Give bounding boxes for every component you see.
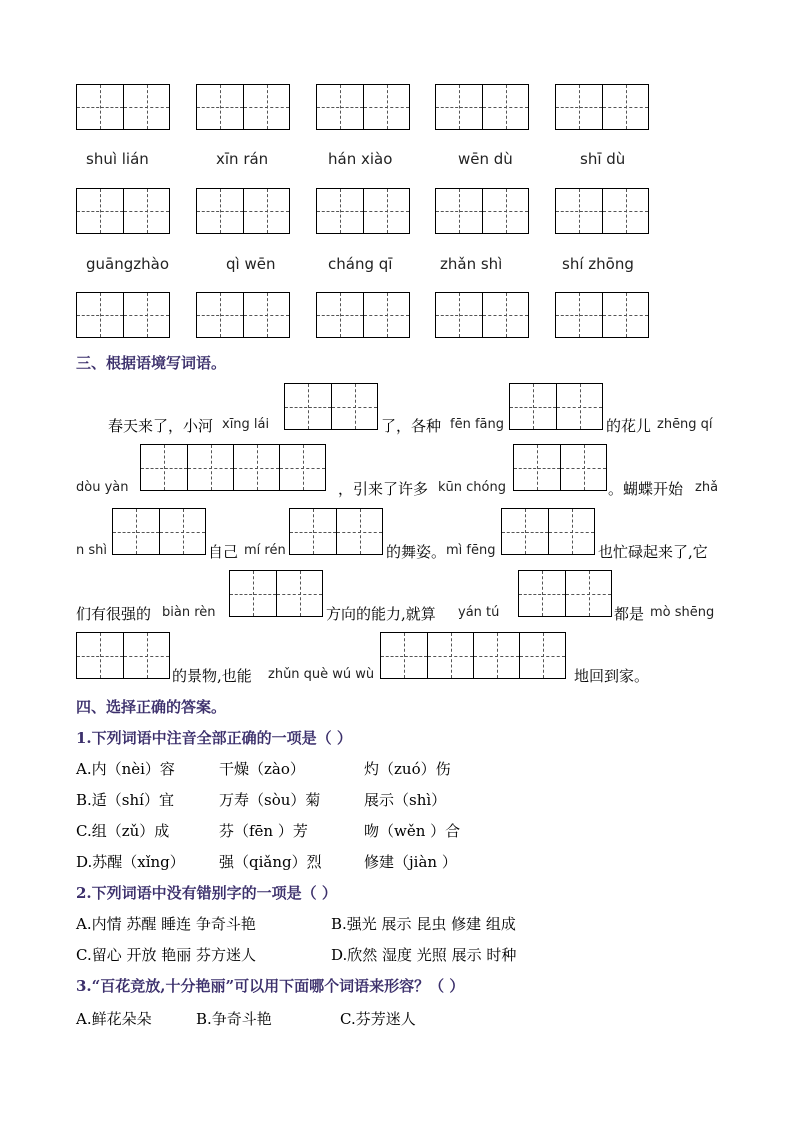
char-grid[interactable] <box>316 292 410 338</box>
question-2-title: 2.下列词语中没有错别字的一项是（ ） <box>76 884 337 902</box>
option-text[interactable]: B.争奇斗艳 <box>196 1010 272 1028</box>
option-text[interactable]: D.欣然 湿度 光照 展示 时种 <box>331 946 517 964</box>
question-1-title: 1.下列词语中注音全部正确的一项是（ ） <box>76 729 352 747</box>
char-grid[interactable] <box>555 188 649 234</box>
inline-pinyin: mí rén <box>244 543 286 558</box>
inline-pinyin: yán tú <box>458 605 500 620</box>
char-grid[interactable] <box>435 188 529 234</box>
char-grid[interactable] <box>316 84 410 130</box>
option-text[interactable]: 灼（zuó）伤 <box>364 760 451 778</box>
option-text[interactable]: B.强光 展示 昆虫 修建 组成 <box>331 915 516 933</box>
option-text[interactable]: A.内情 苏醒 睡连 争奇斗艳 <box>76 915 256 933</box>
char-grid[interactable] <box>196 188 290 234</box>
pinyin-label: guāngzhào <box>86 255 169 273</box>
inline-pinyin: biàn rèn <box>162 605 216 620</box>
option-text[interactable]: A.内（nèi）容 <box>76 760 175 778</box>
text-fragment: 的舞姿。 <box>386 543 447 561</box>
pinyin-label: shuì lián <box>86 150 149 168</box>
text-fragment: 的景物,也能 <box>172 667 252 685</box>
option-text[interactable]: 吻（wěn ）合 <box>364 822 461 840</box>
char-grid[interactable] <box>76 188 170 234</box>
inline-pinyin: zhǔn què wú wù <box>268 667 375 682</box>
option-text[interactable]: 强（qiǎng）烈 <box>219 853 322 871</box>
inline-pinyin: fēn fāng <box>450 417 504 432</box>
text-fragment: 都是 <box>614 605 645 623</box>
inline-pinyin: mì fēng <box>446 543 496 558</box>
char-grid[interactable] <box>509 383 603 430</box>
char-grid[interactable] <box>196 292 290 338</box>
option-text[interactable]: A.鲜花朵朵 <box>76 1010 152 1028</box>
text-fragment: 地回到家。 <box>574 667 650 685</box>
char-grid[interactable] <box>284 383 378 430</box>
question-3-title: 3.“百花竞放,十分艳丽”可以用下面哪个词语来形容？（ ） <box>76 977 465 995</box>
text-fragment: 们有很强的 <box>76 605 152 623</box>
char-grid[interactable] <box>76 632 170 679</box>
pinyin-label: xīn rán <box>216 150 269 168</box>
option-text[interactable]: C.芬芳迷人 <box>340 1010 416 1028</box>
pinyin-label: zhǎn shì <box>440 255 503 273</box>
char-grid[interactable] <box>435 84 529 130</box>
char-grid[interactable] <box>555 292 649 338</box>
pinyin-label: wēn dù <box>458 150 513 168</box>
option-text[interactable]: 展示（shì） <box>364 791 447 809</box>
char-grid[interactable] <box>435 292 529 338</box>
char-grid[interactable] <box>555 84 649 130</box>
pinyin-label: hán xiào <box>328 150 393 168</box>
inline-pinyin: kūn chóng <box>438 480 506 495</box>
option-text[interactable]: 芬（fēn ）芳 <box>219 822 308 840</box>
inline-pinyin: zhǎ <box>695 480 719 495</box>
char-grid[interactable] <box>76 84 170 130</box>
text-fragment: 自己 <box>208 543 239 561</box>
char-grid[interactable] <box>229 570 323 617</box>
inline-pinyin: n shì <box>76 543 107 558</box>
option-text[interactable]: D.苏醒（xǐng） <box>76 853 185 871</box>
text-fragment: 方向的能力,就算 <box>326 605 436 623</box>
option-text[interactable]: C.组（zǔ）成 <box>76 822 170 840</box>
option-text[interactable]: 干燥（zào） <box>219 760 305 778</box>
inline-pinyin: dòu yàn <box>76 480 129 495</box>
text-fragment: 的花儿 <box>606 417 652 435</box>
option-text[interactable]: 万寿（sòu）菊 <box>219 791 321 809</box>
text-fragment: 春天来了，小河 <box>108 417 214 435</box>
section-3-title: 三、根据语境写词语。 <box>76 354 227 372</box>
char-grid[interactable] <box>76 292 170 338</box>
char-grid[interactable] <box>513 444 607 491</box>
option-text[interactable]: 修建（jiàn ） <box>364 853 457 871</box>
option-text[interactable]: C.留心 开放 艳丽 芬方迷人 <box>76 946 257 964</box>
char-grid[interactable] <box>380 632 566 679</box>
char-grid[interactable] <box>140 444 326 491</box>
char-grid[interactable] <box>518 570 612 617</box>
text-fragment: 也忙碌起来了,它 <box>598 543 708 561</box>
inline-pinyin: mò shēng <box>650 605 715 620</box>
text-fragment: 了，各种 <box>381 417 442 435</box>
pinyin-label: cháng qī <box>328 255 393 273</box>
char-grid[interactable] <box>289 508 383 555</box>
pinyin-label: qì wēn <box>226 255 276 273</box>
text-fragment: 。蝴蝶开始 <box>608 480 684 498</box>
pinyin-label: shí zhōng <box>562 255 634 273</box>
inline-pinyin: zhēng qí <box>657 417 713 432</box>
inline-pinyin: xīng lái <box>222 417 270 432</box>
option-text[interactable]: B.适（shí）宜 <box>76 791 174 809</box>
char-grid[interactable] <box>112 508 206 555</box>
section-4-title: 四、选择正确的答案。 <box>76 698 227 716</box>
char-grid[interactable] <box>501 508 595 555</box>
char-grid[interactable] <box>316 188 410 234</box>
pinyin-label: shī dù <box>580 150 626 168</box>
char-grid[interactable] <box>196 84 290 130</box>
text-fragment: ，引来了许多 <box>338 480 429 498</box>
